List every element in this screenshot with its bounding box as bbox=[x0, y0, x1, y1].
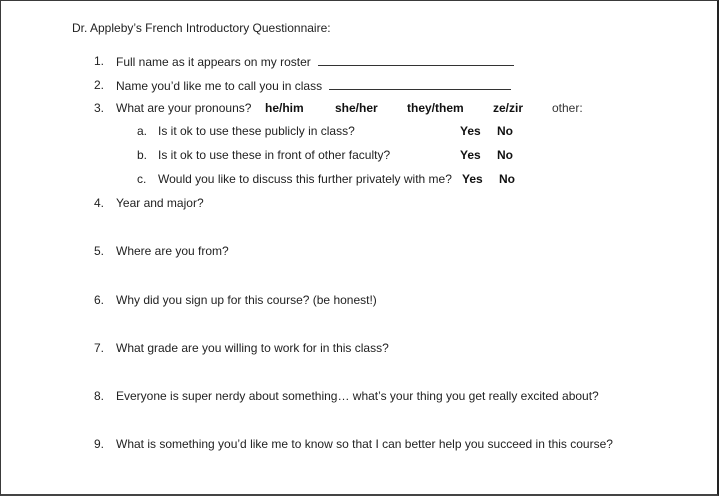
yes-option-3c[interactable]: Yes bbox=[462, 172, 483, 186]
subquestion-3c-text: Would you like to discuss this further privately with me? bbox=[158, 172, 452, 186]
answer-blank-preferred-name[interactable] bbox=[329, 78, 511, 90]
subquestion-3a-text: Is it ok to use these publicly in class? bbox=[158, 124, 355, 138]
question-number: 7. bbox=[94, 341, 105, 355]
question-number: 9. bbox=[94, 437, 105, 451]
question-number: 5. bbox=[94, 244, 105, 258]
subquestion-letter: b. bbox=[137, 148, 148, 162]
question-3-text: What are your pronouns? bbox=[116, 101, 252, 115]
question-number: 6. bbox=[94, 293, 105, 307]
no-option-3b[interactable]: No bbox=[497, 148, 513, 162]
pronoun-option-they-them[interactable]: they/them bbox=[407, 101, 464, 115]
pronoun-option-she-her[interactable]: she/her bbox=[335, 101, 378, 115]
question-5-text: Where are you from? bbox=[116, 244, 229, 258]
question-number: 1. bbox=[94, 54, 105, 68]
question-text: Name you’d like me to call you in class bbox=[116, 79, 323, 93]
question-1 bbox=[116, 54, 514, 69]
subquestion-letter: a. bbox=[137, 124, 148, 138]
pronoun-option-ze-zir[interactable]: ze/zir bbox=[493, 101, 524, 115]
question-2 bbox=[116, 78, 511, 93]
document-title: Dr. Appleby’s French Introductory Questionnaire: bbox=[72, 21, 331, 35]
question-7-text: What grade are you willing to work for in this class? bbox=[116, 341, 389, 355]
question-6-text: Why did you sign up for this course? (be honest!) bbox=[116, 293, 377, 307]
question-number: 2. bbox=[94, 78, 105, 92]
pronoun-option-other[interactable]: other: bbox=[552, 101, 583, 115]
pronoun-option-he-him[interactable]: he/him bbox=[265, 101, 304, 115]
question-number: 3. bbox=[94, 101, 105, 115]
question-8-text: Everyone is super nerdy about something… what’s your thing you get really excited about? bbox=[116, 389, 599, 403]
subquestion-letter: c. bbox=[137, 172, 147, 186]
subquestion-3b-text: Is it ok to use these in front of other faculty? bbox=[158, 148, 391, 162]
question-text: Full name as it appears on my roster bbox=[116, 55, 311, 69]
question-9-text: What is something you’d like me to know so that I can better help you succeed in this course? bbox=[116, 437, 613, 451]
question-4-text: Year and major? bbox=[116, 196, 204, 210]
no-option-3c[interactable]: No bbox=[499, 172, 515, 186]
no-option-3a[interactable]: No bbox=[497, 124, 513, 138]
question-number: 8. bbox=[94, 389, 105, 403]
question-number: 4. bbox=[94, 196, 105, 210]
yes-option-3a[interactable]: Yes bbox=[460, 124, 481, 138]
yes-option-3b[interactable]: Yes bbox=[460, 148, 481, 162]
answer-blank-full-name[interactable] bbox=[318, 54, 514, 66]
